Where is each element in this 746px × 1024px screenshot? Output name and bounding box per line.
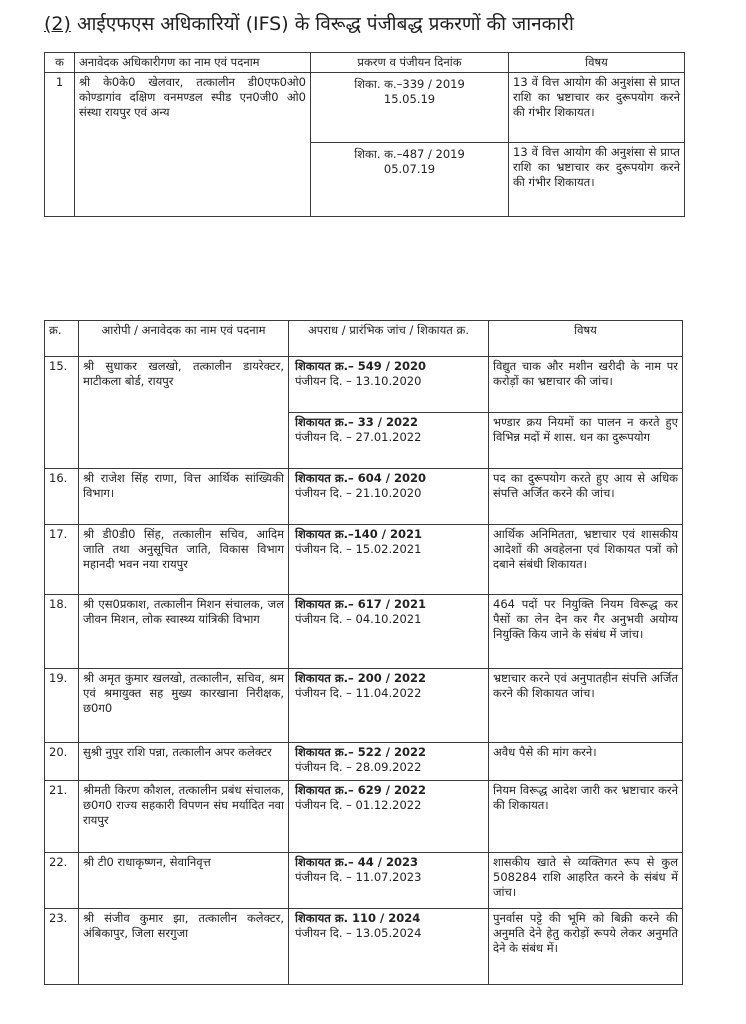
- row-sno: 20.: [45, 743, 79, 781]
- case-subject: 13 वें वित्त आयोग की अनुशंसा से प्राप्त राशि का भ्रष्टाचार कर दुरूपयोग करने की गंभीर शिकायत।: [509, 143, 685, 217]
- case-ref: शिकायत क्र.– 200 / 2022: [295, 671, 427, 685]
- header-name: आरोपी / अनावेदक का नाम एवं पदनाम: [79, 321, 289, 357]
- row-name: श्री डी0डी0 सिंह, तत्कालीन सचिव, आदिम जाति तथा अनुसूचित जाति, विकास विभाग महानदी भवन नया रायपुर: [79, 525, 289, 595]
- row-sno: 17.: [45, 525, 79, 595]
- row-name: सुश्री नुपुर राशि पन्ना, तत्कालीन अपर कलेक्टर: [79, 743, 289, 781]
- case-ref: शिकायत क्र.– 44 / 2023: [295, 855, 419, 869]
- row-name: श्री एस0प्रकाश, तत्कालीन मिशन संचालक, जल जीवन मिशन, लोक स्वास्थ्य यांत्रिकी विभाग: [79, 595, 289, 669]
- heading-text: आईएफएस अधिकारियों (IFS) के विरूद्ध पंजीबद्ध प्रकरणों की जानकारी: [76, 13, 574, 35]
- table-row: [45, 743, 683, 781]
- case-cell: [289, 525, 489, 595]
- table-row: [45, 909, 683, 985]
- case-ref: शिका. क.–487 / 2019: [354, 147, 465, 161]
- row-sno: 1: [45, 73, 75, 217]
- table-row: [45, 525, 683, 595]
- heading-number: (2): [44, 13, 71, 35]
- case-cell: [289, 781, 489, 853]
- case-subject: 13 वें वित्त आयोग की अनुशंसा से प्राप्त राशि का भ्रष्टाचार कर दुरूपयोग करने की गंभीर शिकायत।: [509, 73, 685, 143]
- case-cell: [289, 413, 489, 469]
- case-ref: शिकायत क्र.– 549 / 2020: [295, 359, 427, 373]
- header-case: प्रकरण व पंजीयन दिनांक: [311, 53, 509, 73]
- case-subject: भण्डार क्रय नियमों का पालन न करते हुए विभिन्न मदों में शास. धन का दुरूपयोग: [489, 413, 683, 469]
- case-cell: [311, 73, 509, 143]
- table-header-row: [45, 321, 683, 357]
- case-ref: शिका. क.–339 / 2019: [354, 77, 465, 91]
- table-row: [45, 669, 683, 743]
- header-sno: क्र.: [45, 321, 79, 357]
- case-date: पंजीयन दि. – 11.04.2022: [295, 686, 422, 700]
- case-date: पंजीयन दि. – 15.02.2021: [295, 542, 422, 556]
- case-subject: भ्रष्टाचार करने एवं अनुपातहीन संपत्ति अर्जित करने की शिकायत जांच।: [489, 669, 683, 743]
- row-sno: 15.: [45, 357, 79, 469]
- case-date: पंजीयन दि. – 28.09.2022: [295, 760, 422, 774]
- row-name: श्री टी0 राधाकृष्णन, सेवानिवृत्त: [79, 853, 289, 909]
- case-ref: शिकायत क्र.– 617 / 2021: [295, 597, 427, 611]
- row-name: श्री के0के0 खेलवार, तत्कालीन डी0एफ0ओ0 कोण्डागांव दक्षिण वनमण्डल स्पीड एन0जी0 ओ0 संस्था रायपुर एवं अन्य: [75, 73, 311, 217]
- case-cell: [289, 595, 489, 669]
- case-date: पंजीयन दि. – 27.01.2022: [295, 430, 422, 444]
- header-case: अपराध / प्रारंभिक जांच / शिकायत क्र.: [289, 321, 489, 357]
- row-sno: 21.: [45, 781, 79, 853]
- case-subject: पुनर्वास पट्टे की भूमि को बिक्री करने की अनुमति देने हेतु करोड़ों रूपये लेकर अनुमति देने के संबंध में।: [489, 909, 683, 985]
- case-date: 15.05.19: [383, 92, 436, 106]
- row-name: श्री संजीव कुमार झा, तत्कालीन कलेक्टर, अंबिकापुर, जिला सरगुजा: [79, 909, 289, 985]
- case-subject: 464 पदों पर नियुक्ति नियम विरूद्ध कर पैसों का लेन देन कर गैर अनुभवी अयोग्य नियुक्ति किय जाने के संबंध में जांच।: [489, 595, 683, 669]
- case-ref: शिकायत क्र.– 522 / 2022: [295, 745, 427, 759]
- case-ref: शिकायत क्र.– 604 / 2020: [295, 471, 427, 485]
- case-date: पंजीयन दि. – 21.10.2020: [295, 486, 422, 500]
- case-ref: शिकायत क्र.– 33 / 2022: [295, 415, 419, 429]
- table-row: [45, 853, 683, 909]
- row-sno: 23.: [45, 909, 79, 985]
- case-ref: शिकायत क्र.–140 / 2021: [295, 527, 423, 541]
- case-date: पंजीयन दि. – 13.10.2020: [295, 374, 422, 388]
- row-name: श्रीमती किरण कौशल, तत्कालीन प्रबंध संचालक, छ0ग0 राज्य सहकारी विपणन संघ मर्यादित नवा रायपुर: [79, 781, 289, 853]
- case-date: पंजीयन दि. – 01.12.2022: [295, 798, 422, 812]
- case-ref: शिकायत क्र.– 629 / 2022: [295, 783, 427, 797]
- case-cell: [311, 143, 509, 217]
- case-date: पंजीयन दि. – 04.10.2021: [295, 612, 422, 626]
- case-cell: [289, 909, 489, 985]
- header-subject: विषय: [489, 321, 683, 357]
- header-subject: विषय: [509, 53, 685, 73]
- row-sno: 22.: [45, 853, 79, 909]
- case-date: पंजीयन दि. – 13.05.2024: [295, 926, 422, 940]
- case-cell: [289, 469, 489, 525]
- complaints-table: [44, 320, 683, 985]
- case-subject: पद का दुरूपयोग करते हुए आय से अधिक संपत्ति अर्जित करने की जांच।: [489, 469, 683, 525]
- section-heading: [44, 10, 574, 36]
- table-row: [45, 595, 683, 669]
- table-row: [45, 357, 683, 413]
- case-subject: शासकीय खाते से व्यक्तिगत रूप से कुल 508284 राशि आहरित करने के संबंध में जांच।: [489, 853, 683, 909]
- case-subject: विद्युत चाक और मशीन खरीदी के नाम पर करोड़ों का भ्रष्टाचार की जांच।: [489, 357, 683, 413]
- case-subject: आर्थिक अनिमितता, भ्रष्टाचार एवं शासकीय आदेशों की अवहेलना एवं शिकायत पत्रों को दबाने संबंधी शिकायत।: [489, 525, 683, 595]
- case-date: 05.07.19: [383, 162, 436, 176]
- table-header-row: [45, 53, 685, 73]
- case-cell: [289, 853, 489, 909]
- header-name: अनावेदक अधिकारीगण का नाम एवं पदनाम: [75, 53, 311, 73]
- case-subject: नियम विरूद्ध आदेश जारी कर भ्रष्टाचार करने की शिकायत।: [489, 781, 683, 853]
- ifs-cases-table: [44, 52, 685, 217]
- row-sno: 16.: [45, 469, 79, 525]
- row-name: श्री सुधाकर खलखो, तत्कालीन डायरेक्टर, माटीकला बोर्ड, रायपुर: [79, 357, 289, 469]
- case-ref: शिकायत क्र. 110 / 2024: [295, 911, 421, 925]
- table-row: [45, 469, 683, 525]
- case-cell: [289, 357, 489, 413]
- table-row: [45, 73, 685, 143]
- row-sno: 18.: [45, 595, 79, 669]
- case-date: पंजीयन दि. – 11.07.2023: [295, 870, 422, 884]
- header-sno: क: [45, 53, 75, 73]
- case-subject: अवैध पैसे की मांग करने।: [489, 743, 683, 781]
- row-name: श्री अमृत कुमार खलखो, तत्कालीन, सचिव, श्रम एवं श्रमायुक्त सह मुख्य कारखाना निरीक्षक, छ0ग0: [79, 669, 289, 743]
- row-sno: 19.: [45, 669, 79, 743]
- case-cell: [289, 669, 489, 743]
- table-row: [45, 781, 683, 853]
- case-cell: [289, 743, 489, 781]
- row-name: श्री राजेश सिंह राणा, वित्त आर्थिक सांख्यिकी विभाग।: [79, 469, 289, 525]
